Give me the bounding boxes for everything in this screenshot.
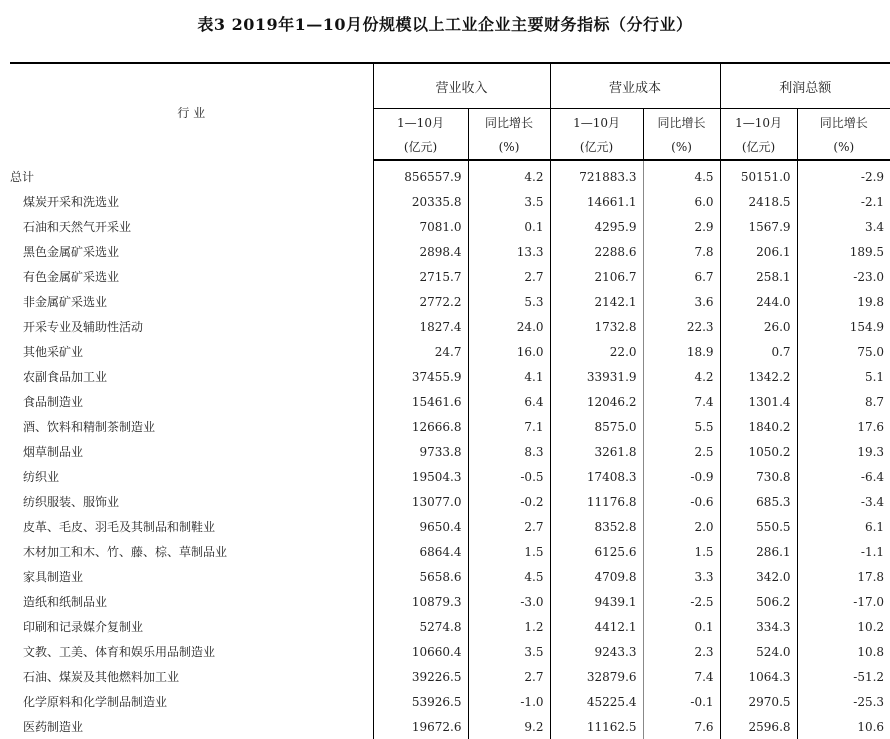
- cost-growth: 2.3: [643, 639, 720, 664]
- profit-value: 244.0: [720, 289, 797, 314]
- subheader-unit: (亿元): [403, 140, 438, 154]
- table-row: [10, 589, 890, 614]
- industry-name: 文教、工美、体育和娱乐用品制造业: [23, 645, 216, 659]
- cost-value: 1732.8: [550, 314, 643, 339]
- profit-growth: -25.3: [797, 689, 890, 714]
- industry-name: 黑色金属矿采选业: [23, 245, 120, 259]
- industry-name: 石油和天然气开采业: [23, 220, 132, 234]
- revenue-value: 2715.7: [373, 264, 468, 289]
- cost-growth: 7.4: [643, 389, 720, 414]
- revenue-growth: -3.0: [468, 589, 550, 614]
- table-row: [10, 214, 890, 239]
- revenue-value: 9650.4: [373, 514, 468, 539]
- industry-name: 非金属矿采选业: [23, 295, 108, 309]
- cost-value: 45225.4: [550, 689, 643, 714]
- total-row: [10, 160, 890, 189]
- profit-value: 2970.5: [720, 689, 797, 714]
- revenue-value: 37455.9: [373, 364, 468, 389]
- cost-growth: 5.5: [643, 414, 720, 439]
- table-row: [10, 664, 890, 689]
- profit-value: 550.5: [720, 514, 797, 539]
- table-row: [10, 239, 890, 264]
- cost-growth: 2.5: [643, 439, 720, 464]
- growth-subheader: [797, 109, 890, 161]
- cost-value: 22.0: [550, 339, 643, 364]
- profit-growth: 75.0: [797, 339, 890, 364]
- industry-name: 其他采矿业: [23, 345, 84, 359]
- industry-name: 开采专业及辅助性活动: [23, 320, 144, 334]
- amount-subheader: [373, 109, 468, 161]
- cost-value: 17408.3: [550, 464, 643, 489]
- profit-value: 1064.3: [720, 664, 797, 689]
- profit-value: 342.0: [720, 564, 797, 589]
- industry-name: 总计: [10, 169, 35, 184]
- table-row: [10, 189, 890, 214]
- cost-growth: 4.2: [643, 364, 720, 389]
- industry-name: 纺织业: [23, 470, 60, 484]
- profit-value: 50151.0: [720, 160, 797, 189]
- subheader-line1: 1—10月: [573, 116, 620, 130]
- revenue-growth: -0.5: [468, 464, 550, 489]
- revenue-value: 20335.8: [373, 189, 468, 214]
- profit-growth: 10.8: [797, 639, 890, 664]
- revenue-growth: -1.0: [468, 689, 550, 714]
- revenue-value: 19672.6: [373, 714, 468, 739]
- revenue-value: 9733.8: [373, 439, 468, 464]
- cost-growth: 4.5: [643, 160, 720, 189]
- table-row: [10, 464, 890, 489]
- cost-growth: 7.4: [643, 664, 720, 689]
- profit-value: 506.2: [720, 589, 797, 614]
- profit-value: 258.1: [720, 264, 797, 289]
- profit-growth: -17.0: [797, 589, 890, 614]
- profit-growth: 19.8: [797, 289, 890, 314]
- revenue-growth: 0.1: [468, 214, 550, 239]
- revenue-value: 2772.2: [373, 289, 468, 314]
- profit-value: 2596.8: [720, 714, 797, 739]
- amount-subheader: [720, 109, 797, 161]
- table-row: [10, 639, 890, 664]
- cost-growth: -0.1: [643, 689, 720, 714]
- table-row: [10, 489, 890, 514]
- profit-value: 334.3: [720, 614, 797, 639]
- industry-name: 石油、煤炭及其他燃料加工业: [23, 670, 180, 684]
- profit-value: 26.0: [720, 314, 797, 339]
- table-row: [10, 389, 890, 414]
- revenue-value: 5658.6: [373, 564, 468, 589]
- cost-value: 11162.5: [550, 714, 643, 739]
- cost-value: 32879.6: [550, 664, 643, 689]
- table-row: [10, 339, 890, 364]
- table-row: [10, 314, 890, 339]
- industry-name: 印刷和记录媒介复制业: [23, 620, 144, 634]
- subheader-unit: (%): [833, 140, 855, 154]
- profit-growth: 6.1: [797, 514, 890, 539]
- cost-growth: 1.5: [643, 539, 720, 564]
- revenue-growth: 7.1: [468, 414, 550, 439]
- cost-growth: -0.9: [643, 464, 720, 489]
- revenue-value: 39226.5: [373, 664, 468, 689]
- revenue-growth: 13.3: [468, 239, 550, 264]
- revenue-growth: 3.5: [468, 189, 550, 214]
- profit-value: 286.1: [720, 539, 797, 564]
- profit-growth: -6.4: [797, 464, 890, 489]
- table-row: [10, 564, 890, 589]
- revenue-growth: 1.5: [468, 539, 550, 564]
- revenue-growth: 2.7: [468, 264, 550, 289]
- cost-value: 11176.8: [550, 489, 643, 514]
- table-row: [10, 264, 890, 289]
- cost-value: 12046.2: [550, 389, 643, 414]
- revenue-growth: 24.0: [468, 314, 550, 339]
- cost-value: 4709.8: [550, 564, 643, 589]
- cost-growth: 3.3: [643, 564, 720, 589]
- cost-value: 2288.6: [550, 239, 643, 264]
- subheader-line1: 1—10月: [397, 116, 444, 130]
- cost-growth: -2.5: [643, 589, 720, 614]
- revenue-value: 53926.5: [373, 689, 468, 714]
- cost-growth: 22.3: [643, 314, 720, 339]
- profit-growth: 154.9: [797, 314, 890, 339]
- table-row: [10, 514, 890, 539]
- cost-value: 33931.9: [550, 364, 643, 389]
- profit-growth: 17.6: [797, 414, 890, 439]
- cost-value: 8352.8: [550, 514, 643, 539]
- profit-growth: -2.1: [797, 189, 890, 214]
- table-row: [10, 539, 890, 564]
- revenue-growth: 4.5: [468, 564, 550, 589]
- profit-value: 1301.4: [720, 389, 797, 414]
- revenue-growth: 1.2: [468, 614, 550, 639]
- profit-growth: -3.4: [797, 489, 890, 514]
- cost-value: 14661.1: [550, 189, 643, 214]
- profit-value: 685.3: [720, 489, 797, 514]
- revenue-growth: 16.0: [468, 339, 550, 364]
- table-row: [10, 439, 890, 464]
- industry-name: 化学原料和化学制品制造业: [23, 695, 168, 709]
- table-row: [10, 414, 890, 439]
- cost-value: 2142.1: [550, 289, 643, 314]
- revenue-value: 15461.6: [373, 389, 468, 414]
- subheader-line1: 同比增长: [485, 116, 534, 130]
- profit-growth: 19.3: [797, 439, 890, 464]
- table-row: [10, 689, 890, 714]
- industry-name: 木材加工和木、竹、藤、棕、草制品业: [23, 545, 228, 559]
- profit-growth: -51.2: [797, 664, 890, 689]
- growth-subheader: [468, 109, 550, 161]
- revenue-growth: 4.1: [468, 364, 550, 389]
- revenue-growth: 5.3: [468, 289, 550, 314]
- revenue-header: 营业收入: [373, 63, 550, 109]
- cost-value: 4295.9: [550, 214, 643, 239]
- industry-name: 造纸和纸制品业: [23, 595, 108, 609]
- profit-growth: -2.9: [797, 160, 890, 189]
- cost-value: 2106.7: [550, 264, 643, 289]
- revenue-value: 5274.8: [373, 614, 468, 639]
- financial-indicators-table: [10, 62, 890, 739]
- subheader-unit: (亿元): [579, 140, 614, 154]
- cost-value: 721883.3: [550, 160, 643, 189]
- cost-value: 8575.0: [550, 414, 643, 439]
- table-row: [10, 714, 890, 739]
- revenue-growth: -0.2: [468, 489, 550, 514]
- revenue-value: 6864.4: [373, 539, 468, 564]
- profit-value: 1050.2: [720, 439, 797, 464]
- cost-growth: 6.7: [643, 264, 720, 289]
- revenue-growth: 9.2: [468, 714, 550, 739]
- cost-growth: 6.0: [643, 189, 720, 214]
- industry-header: 行 业: [10, 63, 373, 160]
- cost-growth: 0.1: [643, 614, 720, 639]
- industry-name: 农副食品加工业: [23, 370, 108, 384]
- amount-subheader: [550, 109, 643, 161]
- table-row: [10, 614, 890, 639]
- cost-growth: 18.9: [643, 339, 720, 364]
- subheader-line1: 同比增长: [657, 116, 706, 130]
- industry-name: 皮革、毛皮、羽毛及其制品和制鞋业: [23, 520, 216, 534]
- cost-growth: 3.6: [643, 289, 720, 314]
- cost-value: 4412.1: [550, 614, 643, 639]
- table-row: [10, 364, 890, 389]
- cost-value: 9439.1: [550, 589, 643, 614]
- subheader-unit: (%): [671, 140, 692, 154]
- subheader-line1: 同比增长: [819, 116, 868, 130]
- profit-value: 1567.9: [720, 214, 797, 239]
- revenue-growth: 3.5: [468, 639, 550, 664]
- cost-header: 营业成本: [550, 63, 720, 109]
- revenue-value: 7081.0: [373, 214, 468, 239]
- cost-growth: 7.6: [643, 714, 720, 739]
- revenue-value: 2898.4: [373, 239, 468, 264]
- profit-value: 1840.2: [720, 414, 797, 439]
- profit-growth: 5.1: [797, 364, 890, 389]
- cost-growth: 2.0: [643, 514, 720, 539]
- revenue-value: 1827.4: [373, 314, 468, 339]
- revenue-growth: 4.2: [468, 160, 550, 189]
- cost-value: 9243.3: [550, 639, 643, 664]
- revenue-value: 10660.4: [373, 639, 468, 664]
- revenue-value: 10879.3: [373, 589, 468, 614]
- profit-value: 1342.2: [720, 364, 797, 389]
- subheader-unit: (%): [498, 140, 520, 154]
- profit-growth: -23.0: [797, 264, 890, 289]
- cost-value: 6125.6: [550, 539, 643, 564]
- profit-growth: 10.2: [797, 614, 890, 639]
- growth-subheader: [643, 109, 720, 161]
- profit-growth: -1.1: [797, 539, 890, 564]
- subheader-line1: 1—10月: [735, 116, 782, 130]
- profit-value: 524.0: [720, 639, 797, 664]
- profit-value: 0.7: [720, 339, 797, 364]
- table-title: 表3 2019年1—10月份规模以上工业企业主要财务指标（分行业）: [197, 15, 693, 34]
- revenue-value: 12666.8: [373, 414, 468, 439]
- industry-name: 医药制造业: [23, 720, 84, 734]
- revenue-growth: 2.7: [468, 664, 550, 689]
- revenue-growth: 8.3: [468, 439, 550, 464]
- table-row: [10, 289, 890, 314]
- profit-header: 利润总额: [720, 63, 890, 109]
- industry-name: 食品制造业: [23, 395, 84, 409]
- profit-value: 730.8: [720, 464, 797, 489]
- industry-name: 煤炭开采和洗选业: [23, 195, 120, 209]
- cost-value: 3261.8: [550, 439, 643, 464]
- profit-value: 206.1: [720, 239, 797, 264]
- revenue-value: 856557.9: [373, 160, 468, 189]
- cost-growth: -0.6: [643, 489, 720, 514]
- industry-name: 纺织服装、服饰业: [23, 495, 120, 509]
- profit-growth: 189.5: [797, 239, 890, 264]
- industry-name: 有色金属矿采选业: [23, 270, 120, 284]
- cost-growth: 7.8: [643, 239, 720, 264]
- profit-growth: 10.6: [797, 714, 890, 739]
- profit-growth: 17.8: [797, 564, 890, 589]
- revenue-growth: 2.7: [468, 514, 550, 539]
- industry-name: 酒、饮料和精制茶制造业: [23, 420, 156, 434]
- revenue-value: 13077.0: [373, 489, 468, 514]
- subheader-unit: (亿元): [741, 140, 776, 154]
- revenue-growth: 6.4: [468, 389, 550, 414]
- cost-growth: 2.9: [643, 214, 720, 239]
- revenue-value: 19504.3: [373, 464, 468, 489]
- industry-name: 烟草制品业: [23, 445, 84, 459]
- profit-growth: 3.4: [797, 214, 890, 239]
- profit-growth: 8.7: [797, 389, 890, 414]
- profit-value: 2418.5: [720, 189, 797, 214]
- revenue-value: 24.7: [373, 339, 468, 364]
- industry-name: 家具制造业: [23, 570, 84, 584]
